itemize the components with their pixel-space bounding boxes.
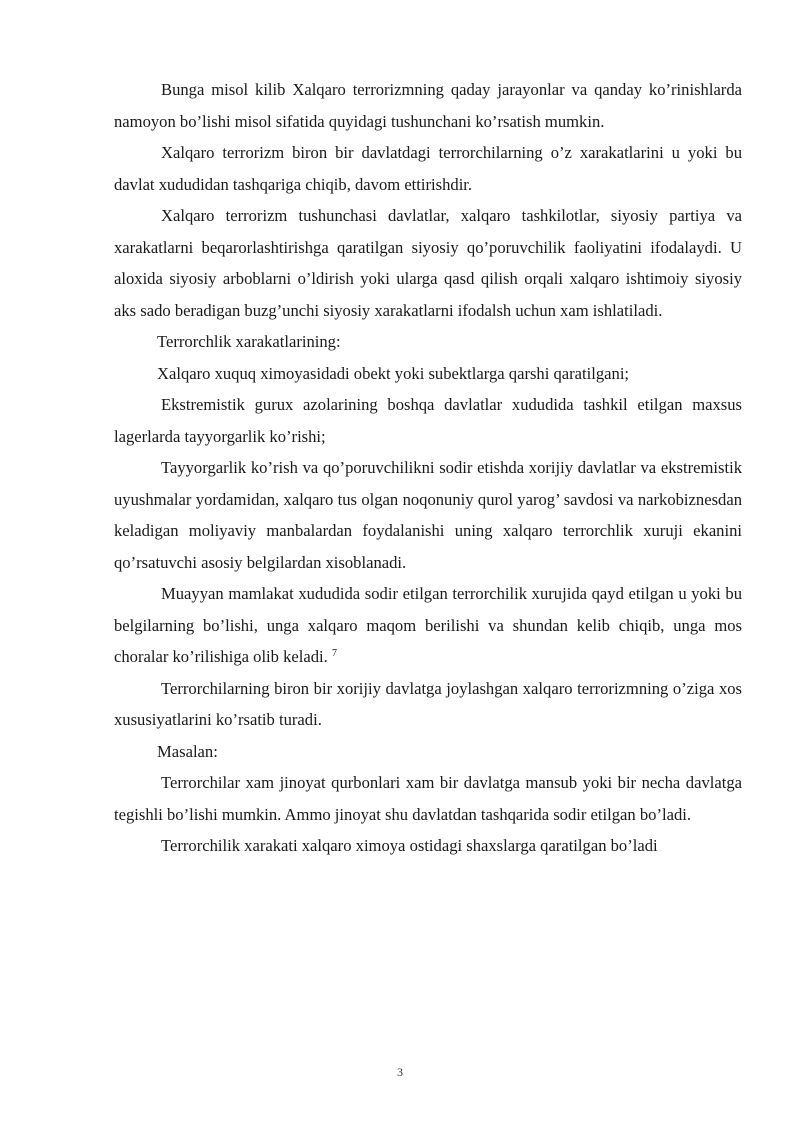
paragraph-2: Xalqaro terrorizm biron bir davlatdagi terrorchilarning o’z xarakatlarini u yoki bu davlat xududidan tashqariga chiqib, davom ettirishdir. — [114, 143, 742, 194]
footnote-marker[interactable]: 7 — [331, 648, 337, 659]
paragraph-6: Ekstremistik gurux azolarining boshqa davlatlar xududida tashkil etilgan maxsus lagerlarda tayyorgarlik ko’rishi; — [114, 395, 742, 446]
paragraph-9: Terrorchilarning biron bir xorijiy davlatga joylashgan xalqaro terrorizmning o’ziga xos xususiyatlarini ko’rsatib turadi. — [114, 678, 742, 729]
paragraph-5: Xalqaro xuquq ximoyasidadi obekt yoki subektlarga qarshi qaratilgani; — [157, 363, 630, 383]
page-number: 3 — [397, 1065, 403, 1079]
paragraph-12: Terrorchilik xarakati xalqaro ximoya ostidagi shaxslarga qaratilgan bo’ladi — [161, 836, 658, 855]
paragraph-8 — [114, 578, 742, 673]
paragraph-3: Xalqaro terrorizm tushunchasi davlatlar, xalqaro tashkilotlar, siyosiy partiya va xarakatlarni beqarorlashtirishga qaratilgan siyosiy qo’poruvchilik faoliyatini ifodalaydi. U aloxida siyosiy arboblarni o’ldirish yoki ularga qasd qilish orqali xalqaro ishtimoiy siyosiy aks sado beradigan buzg’unchi siyosiy xarakatlarni ifodalsh uchun xam ishlatiladi. — [114, 206, 742, 320]
paragraph-11: Terrorchilar xam jinoyat qurbonlari xam bir davlatga mansub yoki bir necha davlatga tegishli bo’lishi mumkin. Ammo jinoyat shu davlatdan tashqarida sodir etilgan bo’ladi. — [114, 773, 742, 824]
paragraph-8-text: Muayyan mamlakat xududida sodir etilgan terrorchilik xurujida qayd etilgan u yoki bu belgilarning bo’lishi, unga xalqaro maqom berilishi va shundan kelib chiqib, unga mos choralar ko’rilishiga olib keladi. — [114, 584, 742, 666]
paragraph-7: Tayyorgarlik ko’rish va qo’poruvchilikni sodir etishda xorijiy davlatlar va ekstremistik uyushmalar yordamidan, xalqaro tus olgan noqonuniy qurol yarog’ savdosi va narkobiznesdan keladigan moliyaviy manbalardan foydalanishi uning xalqaro terrorchlik xuruji ekanini qo’rsatuvchi asosiy belgilardan xisoblanadi. — [114, 458, 742, 572]
body-text — [114, 74, 742, 862]
paragraph-10: Masalan: — [157, 741, 218, 761]
paragraph-1: Bunga misol kilib Xalqaro terrorizmning qaday jarayonlar va qanday ko’rinishlarda namoyon bo’lishi misol sifatida quyidagi tushunchani ko’rsatish mumkin. — [114, 80, 742, 131]
paragraph-4: Terrorchlik xarakatlarining: — [157, 332, 341, 351]
